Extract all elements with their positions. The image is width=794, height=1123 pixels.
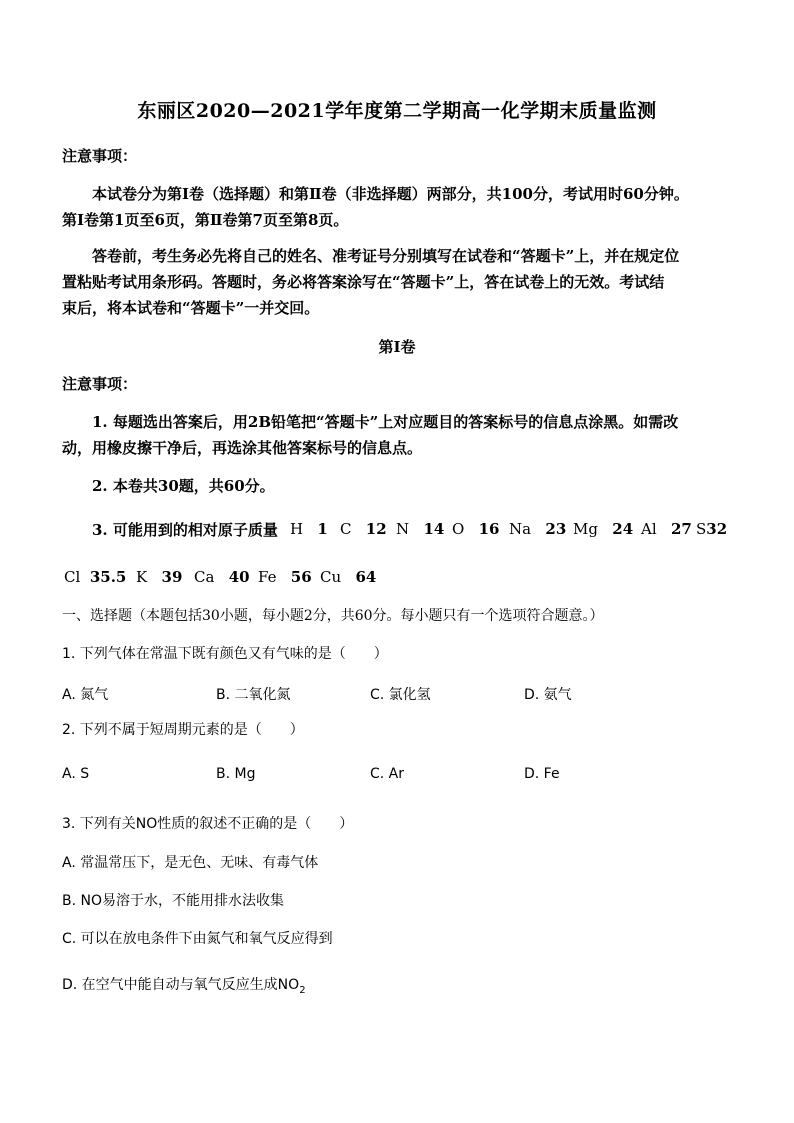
question-1-option-c[interactable]: C. 氯化氢 bbox=[370, 687, 431, 703]
atomic-mass-cl: Cl 35.5 bbox=[64, 568, 127, 586]
question-3-option-a[interactable]: A. 常温常压下，是无色、无味、有毒气体 bbox=[62, 855, 319, 871]
question-1-option-a[interactable]: A. 氮气 bbox=[62, 687, 109, 703]
intro-p1-line1: 本试卷分为第Ⅰ卷（选择题）和第Ⅱ卷（非选择题）两部分，共100分，考试用时60分钟。 bbox=[92, 185, 689, 203]
atomic-mass-mg: Mg 24 bbox=[573, 520, 634, 538]
atomic-mass-s: S32 bbox=[696, 520, 728, 538]
notice-label: 注意事项： bbox=[62, 147, 138, 165]
atomic-mass-o: O 16 bbox=[452, 520, 500, 538]
part1-note1-line1: 1. 每题选出答案后，用2B铅笔把“答题卡”上对应题目的答案标号的信息点涂黑。如需改 bbox=[92, 413, 679, 431]
question-3-option-b[interactable]: B. NO易溶于水，不能用排水法收集 bbox=[62, 893, 284, 909]
part1-note2: 2. 本卷共30题，共60分。 bbox=[92, 477, 275, 495]
atomic-mass-c: C 12 bbox=[340, 520, 387, 538]
part1-title: 第Ⅰ卷 bbox=[378, 338, 416, 356]
intro-p2-line1: 答卷前，考生务必先将自己的姓名、准考证号分别填写在试卷和“答题卡”上，并在规定位 bbox=[92, 247, 680, 265]
intro-p1-line2: 第Ⅰ卷第1页至6页，第Ⅱ卷第7页至第8页。 bbox=[62, 211, 349, 229]
question-3-option-d-text: D. 在空气中能自动与氧气反应生成NO bbox=[62, 977, 300, 993]
atomic-mass-n: N 14 bbox=[396, 520, 445, 538]
atomic-mass-fe: Fe 56 bbox=[258, 568, 312, 586]
intro-p2-line2: 置粘贴考试用条形码。答题时，务必将答案涂写在“答题卡”上，答在试卷上的无效。考试结 bbox=[62, 273, 665, 291]
part1-note1-line2: 动，用橡皮擦干净后，再选涂其他答案标号的信息点。 bbox=[62, 439, 423, 457]
question-3-option-d[interactable] bbox=[62, 974, 306, 996]
part1-note3: 3. 可能用到的相对原子质量 bbox=[92, 521, 278, 539]
question-2-option-b[interactable]: B. Mg bbox=[216, 766, 256, 782]
no2-subscript: 2 bbox=[299, 984, 306, 996]
question-3-option-c[interactable]: C. 可以在放电条件下由氮气和氧气反应得到 bbox=[62, 931, 333, 947]
section1-heading: 一、选择题（本题包括30小题，每小题2分，共60分。每小题只有一个选项符合题意。） bbox=[62, 608, 604, 624]
atomic-mass-na: Na 23 bbox=[509, 520, 567, 538]
question-2-stem: 2. 下列不属于短周期元素的是（ ） bbox=[62, 722, 304, 738]
atomic-mass-k: K 39 bbox=[136, 568, 183, 586]
atomic-mass-ca: Ca 40 bbox=[194, 568, 250, 586]
exam-title: 东丽区2020—2021学年度第二学期高一化学期末质量监测 bbox=[137, 100, 657, 122]
atomic-mass-cu: Cu 64 bbox=[320, 568, 377, 586]
question-2-option-c[interactable]: C. Ar bbox=[370, 766, 405, 782]
question-1-option-d[interactable]: D. 氨气 bbox=[524, 687, 572, 703]
question-2-option-a[interactable]: A. S bbox=[62, 766, 90, 782]
atomic-mass-h: H 1 bbox=[290, 520, 328, 538]
question-3-stem: 3. 下列有关NO性质的叙述不正确的是（ ） bbox=[62, 816, 354, 832]
intro-p2-line3: 束后，将本试卷和“答题卡”一并交回。 bbox=[62, 299, 320, 317]
question-1-stem: 1. 下列气体在常温下既有颜色又有气味的是（ ） bbox=[62, 646, 388, 662]
question-1-option-b[interactable]: B. 二氧化氮 bbox=[216, 687, 291, 703]
atomic-mass-al: Al 27 bbox=[641, 520, 692, 538]
question-2-option-d[interactable]: D. Fe bbox=[524, 766, 560, 782]
part1-notice-label: 注意事项： bbox=[62, 375, 138, 393]
